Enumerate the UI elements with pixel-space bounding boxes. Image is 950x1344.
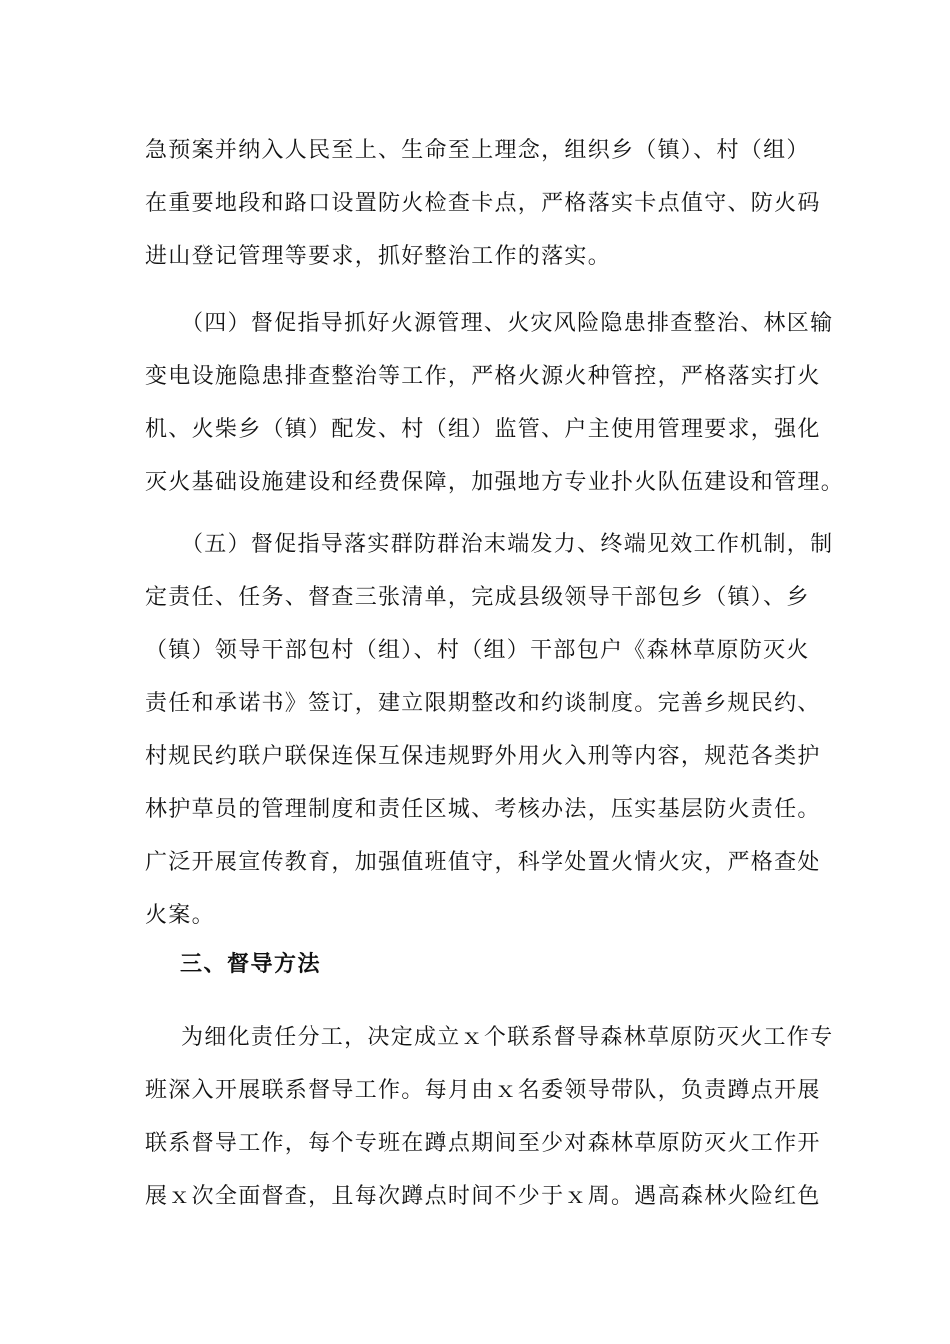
text-line: 变电设施隐患排查整治等工作，严格火源火种管控，严格落实打火 bbox=[145, 364, 821, 389]
text-line: （四）督促指导抓好火源管理、火灾风险隐患排查整治、林区输 bbox=[181, 311, 834, 336]
text-line: 联系督导工作，每个专班在蹲点期间至少对森林草原防灭火工作开 bbox=[145, 1131, 821, 1156]
text-line: 定责任、任务、督查三张清单，完成县级领导干部包乡（镇）、乡 bbox=[145, 585, 810, 610]
text-line: 村规民约联户联保连保互保违规野外用火入刑等内容，规范各类护 bbox=[145, 744, 821, 769]
text-line: 为细化责任分工，决定成立ｘ个联系督导森林草原防灭火工作专 bbox=[181, 1025, 834, 1050]
paragraph-five bbox=[145, 518, 834, 942]
paragraph-method bbox=[145, 1011, 834, 1223]
text-line: （五）督促指导落实群防群治末端发力、终端见效工作机制，制 bbox=[181, 532, 834, 557]
text-line: 林护草员的管理制度和责任区城、考核办法，压实基层防火责任。 bbox=[145, 797, 821, 822]
text-line: 班深入开展联系督导工作。每月由ｘ名委领导带队，负责蹲点开展 bbox=[145, 1078, 821, 1103]
text-line: 机、火柴乡（镇）配发、村（组）监管、户主使用管理要求，强化 bbox=[145, 417, 821, 442]
section-heading: 三、督导方法 bbox=[180, 952, 322, 977]
paragraph-four bbox=[145, 297, 845, 509]
text-line: 广泛开展宣传教育，加强值班值守，科学处置火情火灾，严格查处 bbox=[145, 850, 821, 875]
paragraph-continuation bbox=[145, 124, 821, 283]
text-line: 进山登记管理等要求，抓好整治工作的落实。 bbox=[145, 244, 612, 269]
text-line: 火案。 bbox=[145, 903, 215, 928]
text-line: 急预案并纳入人民至上、生命至上理念，组织乡（镇）、村（组） bbox=[145, 138, 810, 163]
text-line: 灭火基础设施建设和经费保障，加强地方专业扑火队伍建设和管理。 bbox=[145, 470, 845, 495]
text-line: 在重要地段和路口设置防火检查卡点，严格落实卡点值守、防火码 bbox=[145, 191, 821, 216]
text-line: 责任和承诺书》签订，建立限期整改和约谈制度。完善乡规民约、 bbox=[145, 691, 821, 716]
text-line: （镇）领导干部包村（组）、村（组）干部包户《森林草原防灭火 bbox=[145, 638, 810, 663]
text-line: 展ｘ次全面督查，且每次蹲点时间不少于ｘ周。遇高森林火险红色 bbox=[145, 1184, 821, 1209]
